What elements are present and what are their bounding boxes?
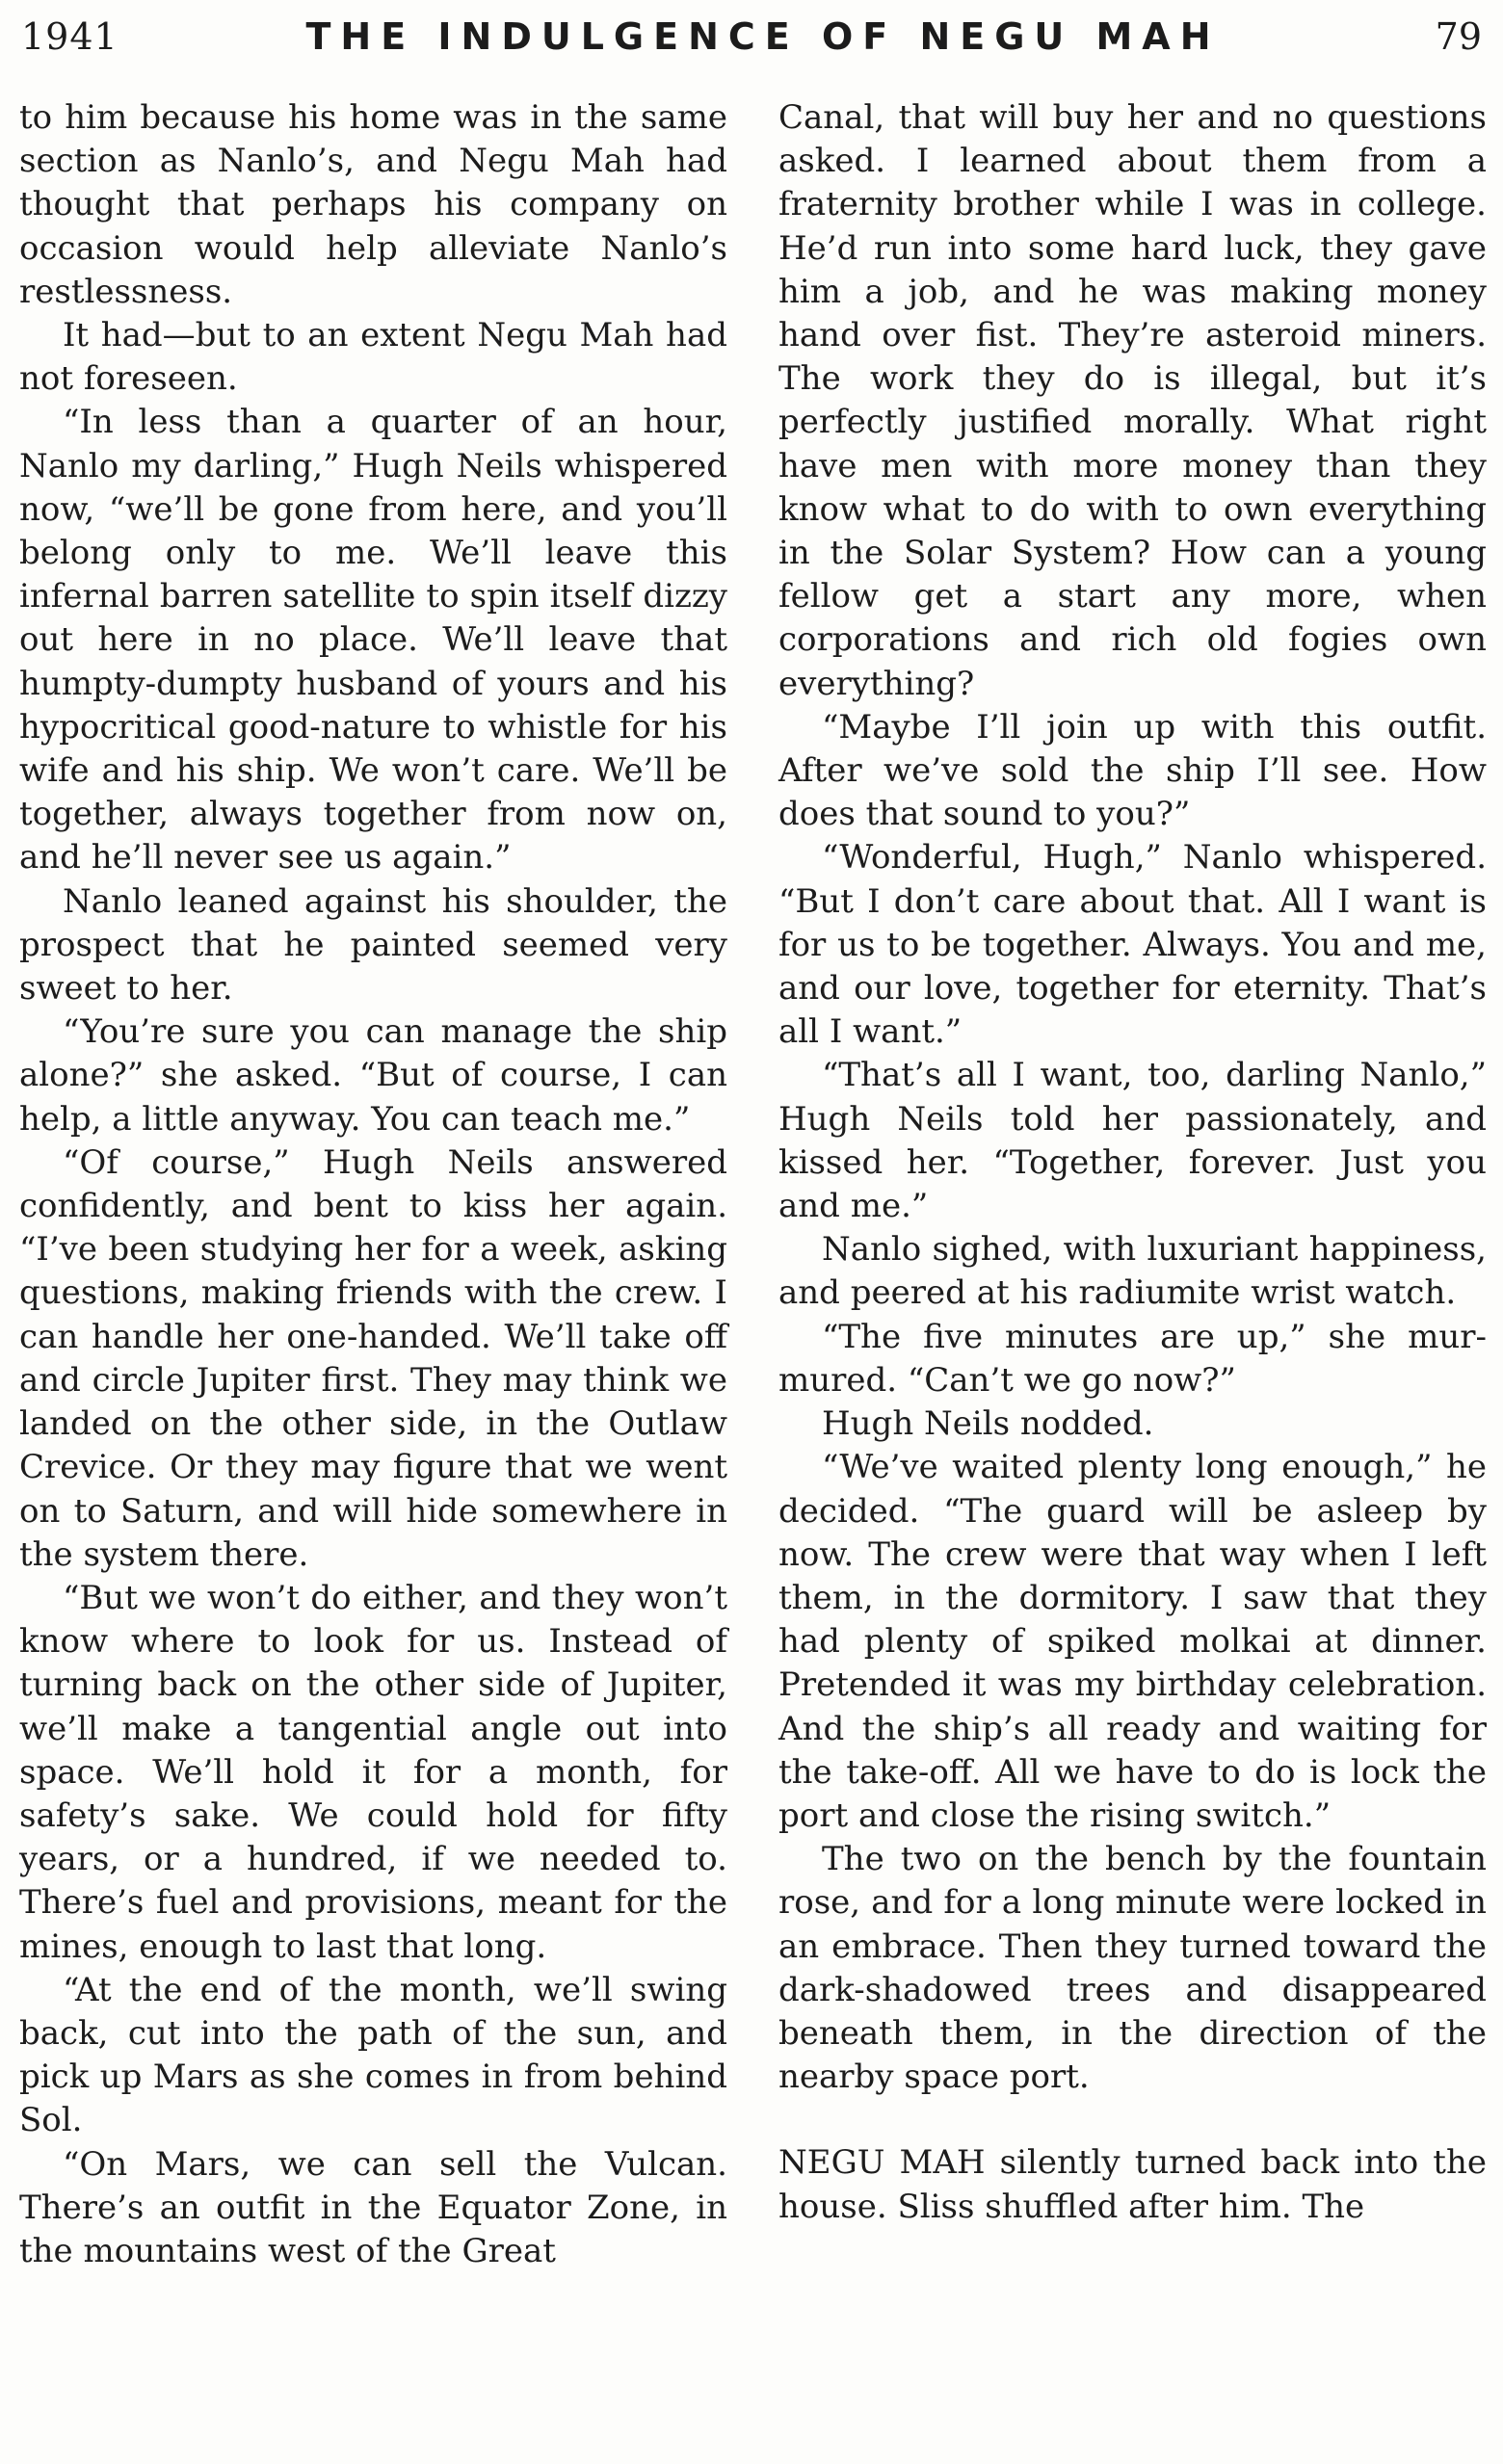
paragraph: “Of course,” Hugh Neils answered confidently, and bent to kiss her again. “I’ve been studying her for a week, asking questions, making friends with the crew. I can handle her one-handed. We’ll take off and circle Jupiter first. They may think we landed on the other side, in the Outlaw Crevice. Or they may figure that we went on to Saturn, and will hide somewhere in the system there.	[19, 1142, 727, 1574]
running-head	[21, 8, 1482, 66]
paragraph: “Maybe I’ll join up with this outfit. After we’ve sold the ship I’ll see. How does that sound to you?”	[778, 707, 1487, 834]
paragraph: It had—but to an extent Negu Mah had not foreseen.	[19, 316, 727, 399]
header-title: THE INDULGENCE OF NEGU MAH	[305, 15, 1221, 58]
paragraph: “On Mars, we can sell the Vulcan. There’s an outfit in the Equator Zone, in the mountains west of the Great	[19, 2144, 727, 2270]
paragraph: “Wonderful, Hugh,” Nanlo whispered. “But I don’t care about that. All I want is for us to be together. Always. You and me, and our love, together for eternity. That’s all I want.”	[778, 838, 1487, 1052]
paragraph: “But we won’t do either, and they won’t know where to look for us. Instead of turning back on the other side of Jupiter, we’ll make a tangential angle out into space. We’ll hold it for a month, for safety’s sake. We could hold for fifty years, or a hundred, if we needed to. There’s fuel and provisions, meant for the mines, enough to last that long.	[19, 1578, 727, 1966]
paragraph: to him because his home was in the same section as Nanlo’s, and Negu Mah had thought that perhaps his company on occasion would help alleviate Nanlo’s restlessness.	[19, 98, 727, 311]
header-year: 1941	[21, 15, 119, 58]
paragraph: The two on the bench by the fountain rose, and for a long minute were locked in an embrace. Then they turned toward the dark-shadowed trees and disappeared beneath them, in the direction of the nearby space port.	[778, 1840, 1487, 2097]
paragraph: Nanlo leaned against his shoulder, the prospect that he painted seemed very sweet to her.	[19, 881, 727, 1009]
right-column	[778, 96, 1487, 2229]
paragraph: “That’s all I want, too, darling Nanlo,” Hugh Neils told her passionately, and kissed her. “Together, forever. Just you and me.”	[778, 1056, 1487, 1226]
paragraph: “The five minutes are up,” she murmured. “Can’t we go now?”	[778, 1317, 1487, 1400]
paragraph: “We’ve waited plenty long enough,” he decided. “The guard will be asleep by now. The crew were that way when I left them, in the dormitory. I saw that they had plenty of spiked molkai at dinner. Pretended it was my birthday celebration. And the ship’s all ready and waiting for the take-off. All we have to do is lock the port and close the rising switch.”	[778, 1448, 1487, 1835]
paragraph: “At the end of the month, we’ll swing back, cut into the path of the sun, and pick up Mars as she comes in from behind Sol.	[19, 1970, 727, 2140]
paragraph: “In less than a quarter of an hour, Nanlo my darling,” Hugh Neils whispered now, “we’ll be gone from here, and you’ll belong only to me. We’ll leave this infernal barren satellite to spin itself dizzy out here in no place. We’ll leave that humpty-dumpty husband of yours and his hypocritical good-nature to whistle for his wife and his ship. We won’t care. We’ll be together, always together from now on, and he’ll never see us again.”	[19, 403, 727, 878]
paragraph: Nanlo sighed, with luxuriant happiness, and peered at his radiumite wrist watch.	[778, 1230, 1487, 1313]
page-number: 79	[1435, 15, 1482, 58]
paragraph: Hugh Neils nodded.	[822, 1404, 1154, 1444]
paragraph: Canal, that will buy her and no questions asked. I learned about them from a fraternity brother while I was in college. He’d run into some hard luck, they gave him a job, and he was making money hand over fist. They’re asteroid miners. The work they do is illegal, but it’s perfectly justified morally. What right have men with more money than they know what to do with to own everything in the Solar System? How can a young fellow get a start any more, when corporations and rich old fogies own everything?	[778, 98, 1487, 703]
left-column	[19, 96, 727, 2273]
section-break-paragraph: NEGU MAH silently turned back into the house. Sliss shuffled after him. The	[778, 2143, 1487, 2226]
paragraph: “You’re sure you can manage the ship alone?” she asked. “But of course, I can help, a little anyway. You can teach me.”	[19, 1012, 727, 1139]
